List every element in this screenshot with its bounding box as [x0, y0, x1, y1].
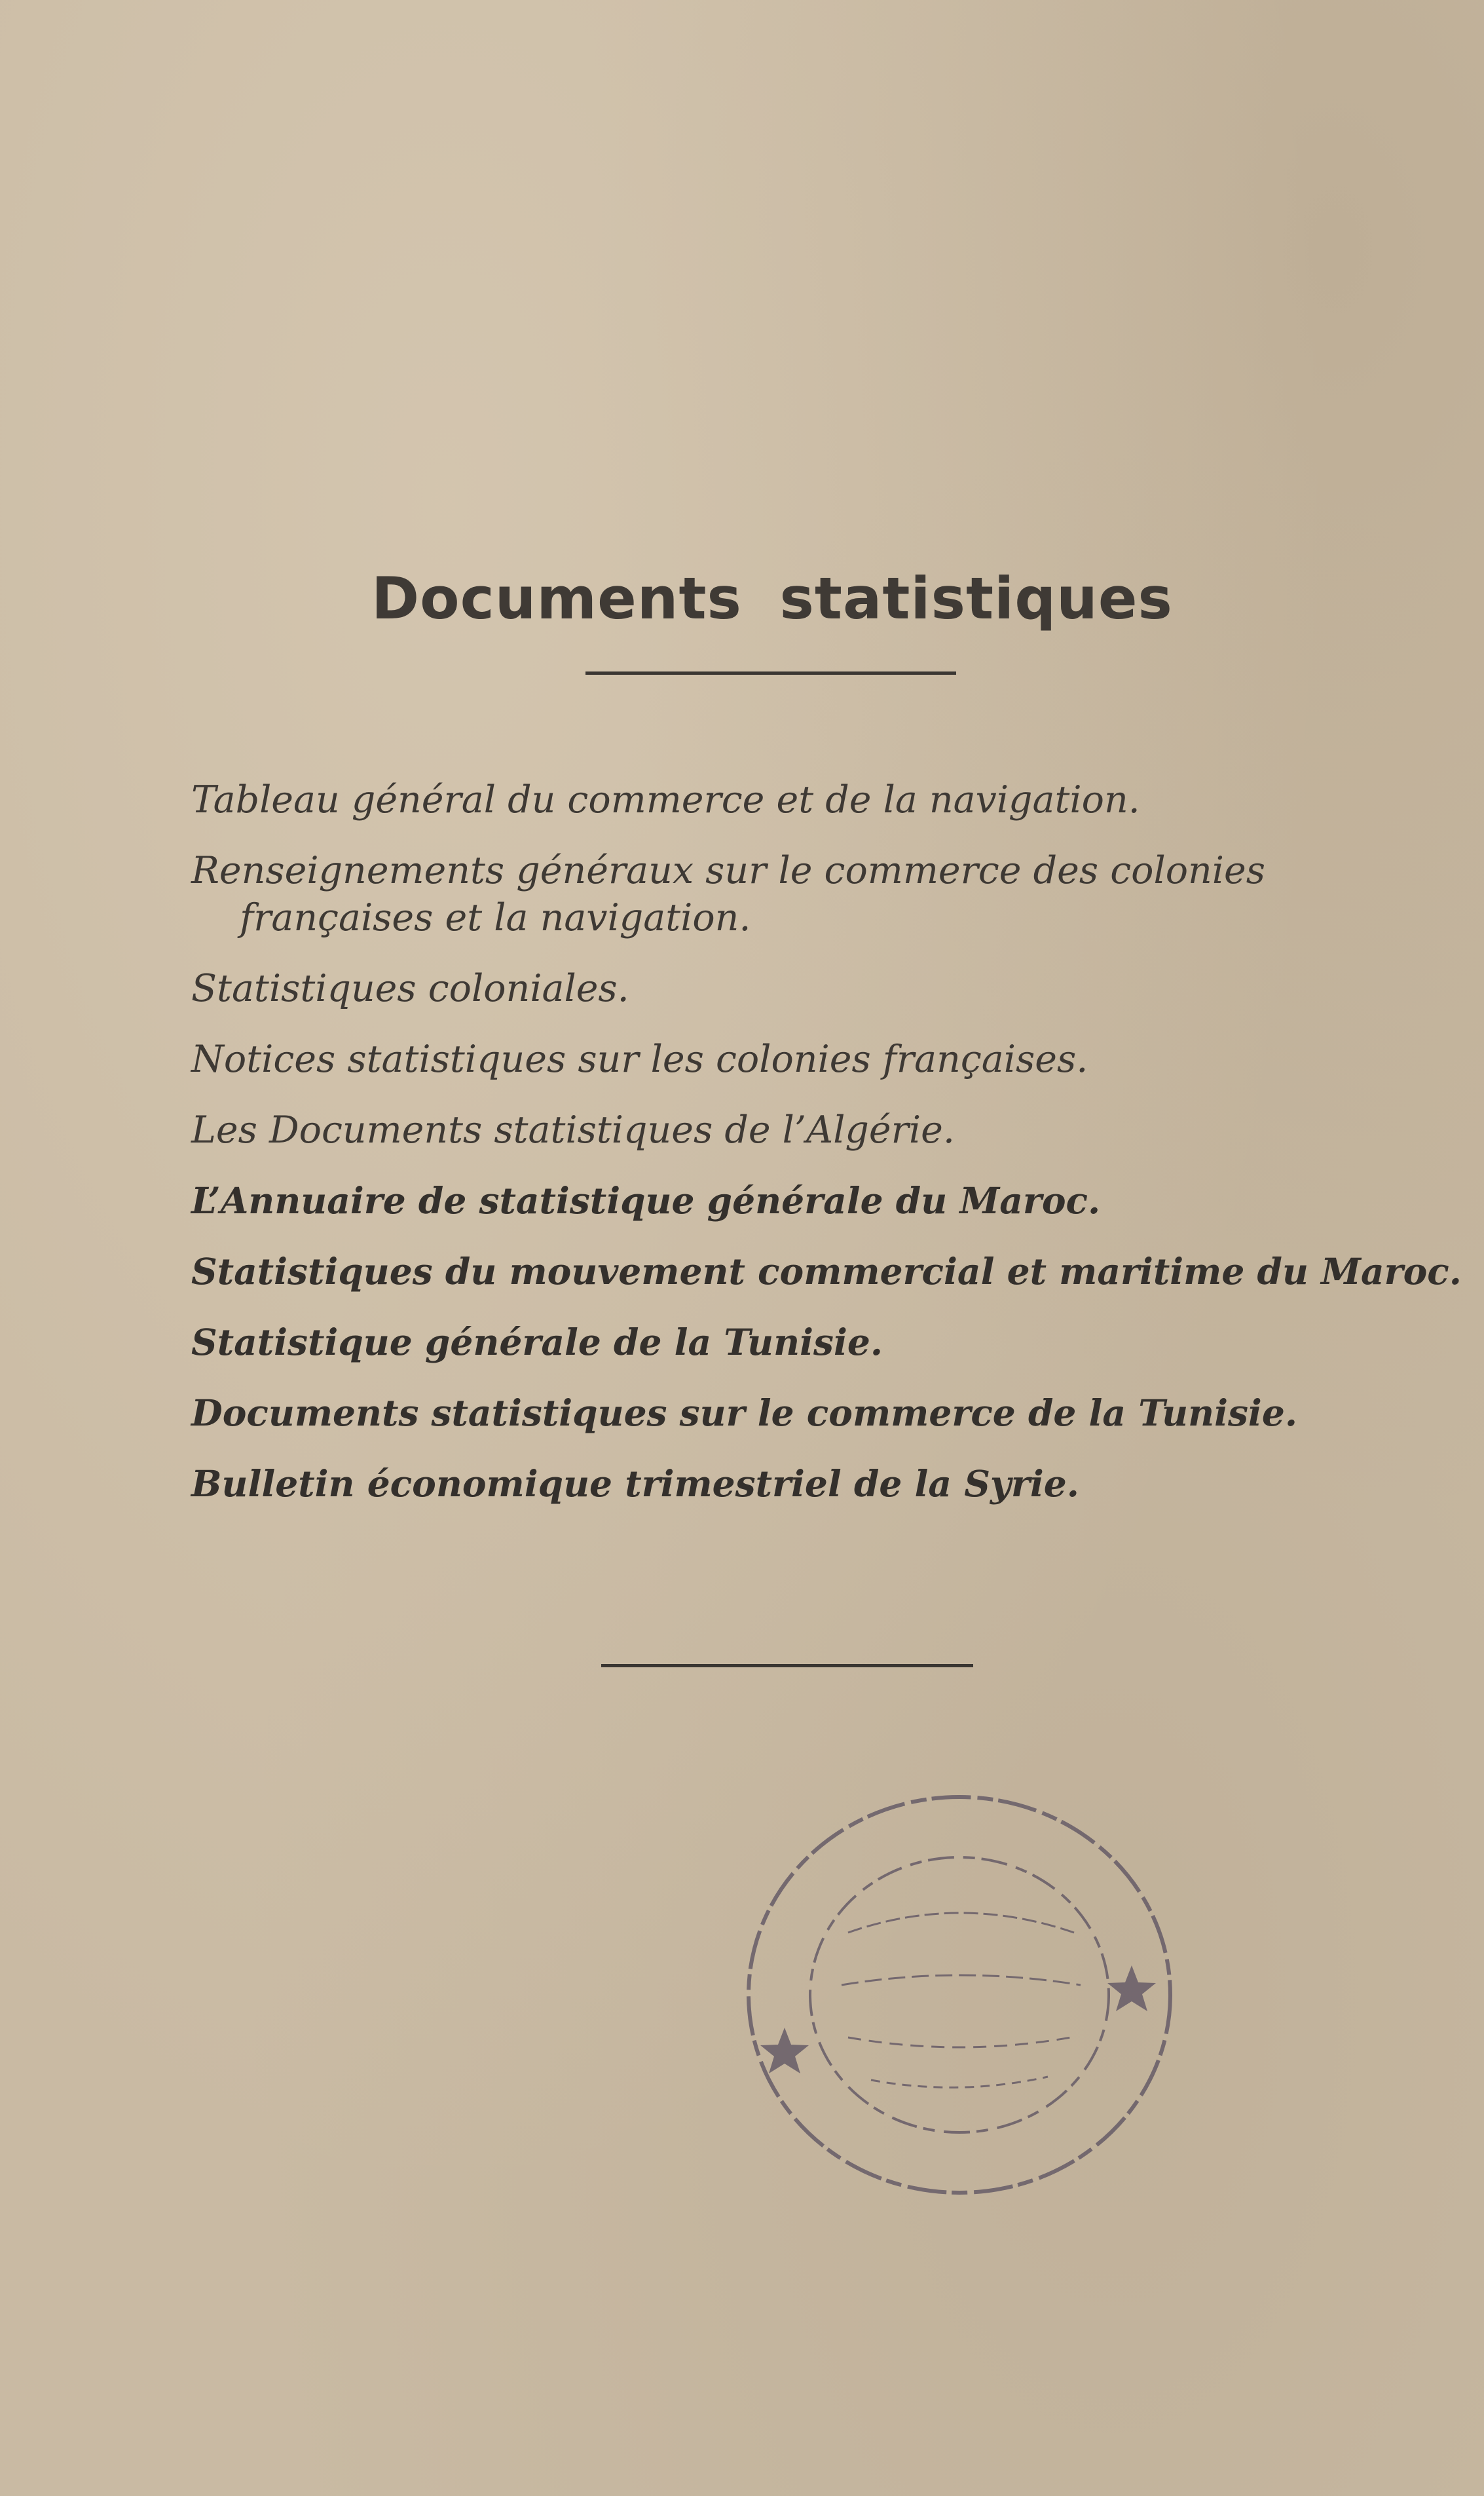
- list-item: Notices statistiques sur les colonies françaises.: [191, 1038, 1088, 1081]
- star-icon: [1107, 1965, 1156, 2011]
- list-item: Bulletin économique trimestriel de la Syrie.: [191, 1462, 1079, 1505]
- library-stamp: [733, 1769, 1185, 2214]
- list-item: Statistiques coloniales.: [191, 967, 629, 1010]
- title-divider: [585, 671, 956, 675]
- list-item: Renseignements généraux sur le commerce des colonies françaises et la navigation.: [191, 849, 1265, 939]
- list-item: Les Documents statistiques de l’Algérie.: [191, 1108, 955, 1152]
- list-item: Tableau général du commerce et de la navigation.: [191, 778, 1140, 822]
- list-item: L’Annuaire de statistique générale du Maroc.: [191, 1179, 1101, 1222]
- list-item: Statistique générale de la Tunisie.: [191, 1321, 883, 1363]
- list-item: Documents statistiques sur le commerce de la Tunisie.: [191, 1391, 1297, 1434]
- publication-list: [191, 776, 1462, 1531]
- list-item: Statistiques du mouvement commercial et maritime du Maroc.: [191, 1250, 1462, 1293]
- bottom-divider: [601, 1664, 973, 1667]
- page-title: Documents statistiques: [371, 565, 1173, 632]
- star-icon: [760, 2028, 809, 2073]
